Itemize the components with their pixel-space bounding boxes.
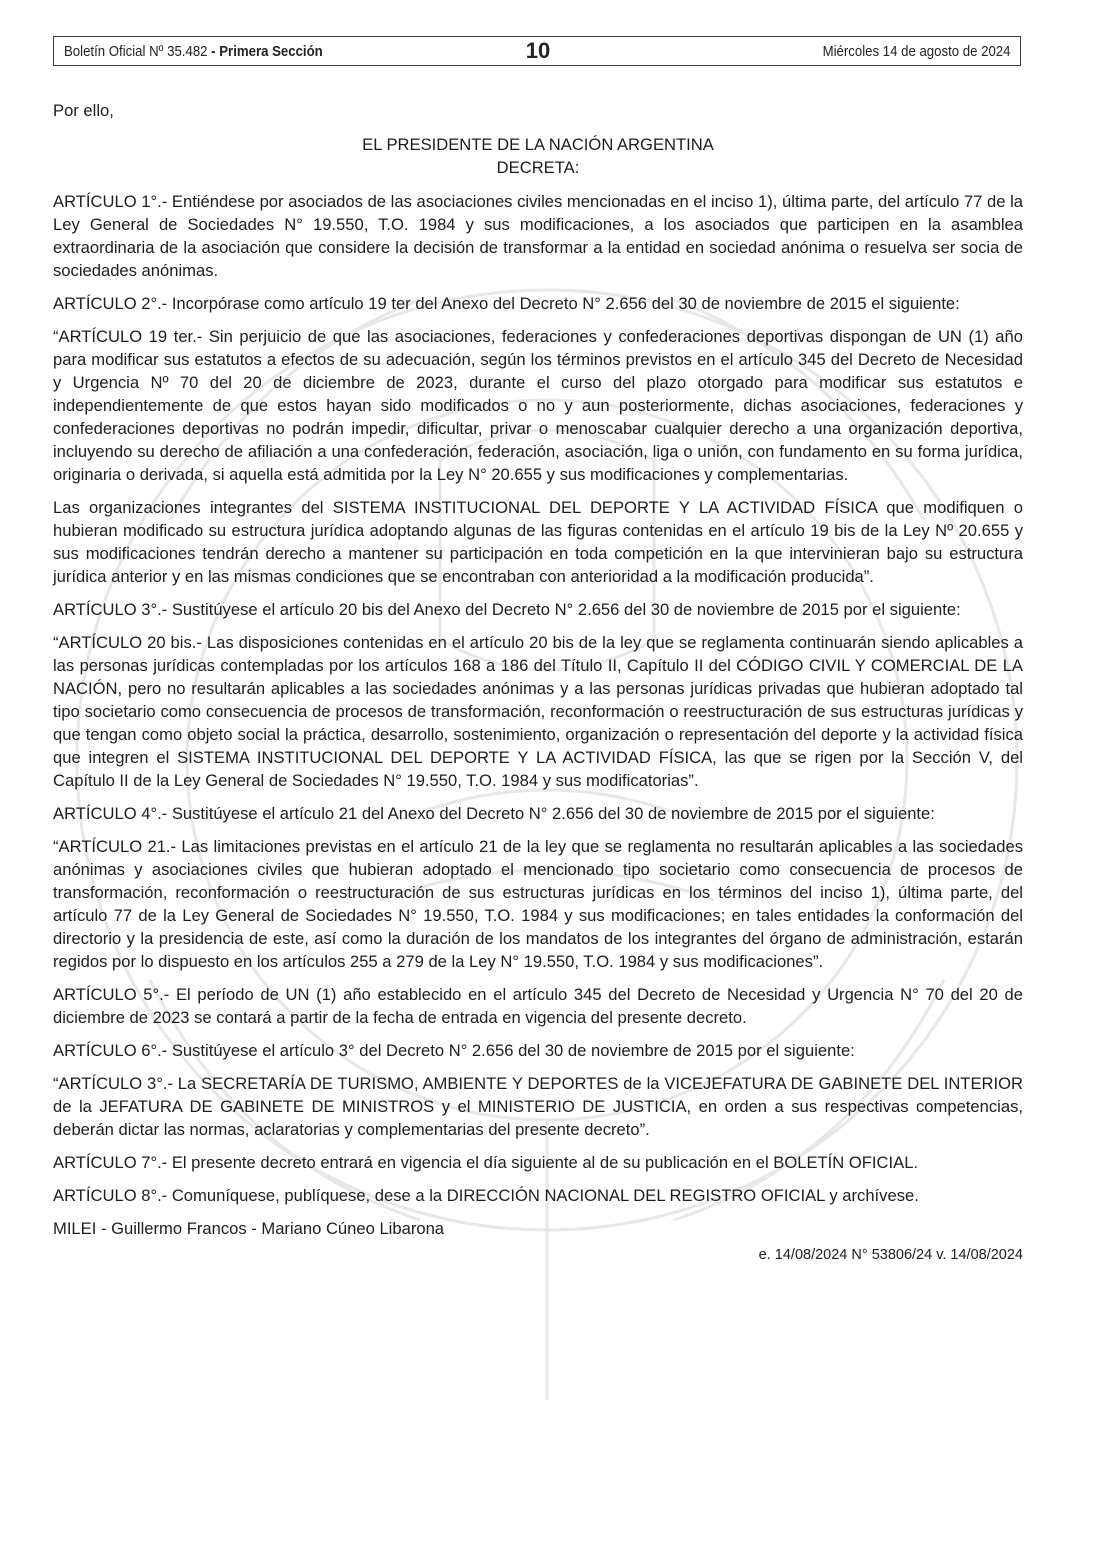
article-21-text: “ARTÍCULO 21.- Las limitaciones previstas en el artículo 21 de la ley que se reglamenta no resultarán aplicables a las sociedades anónimas y asociaciones civiles que hubieran adoptado el mencionado tipo societario como consecuencia de procesos de transformación, reconformación o reestructuración de sus estructuras jurídicas en los términos del inciso 1), última parte, del artículo 77 de la Ley General de Sociedades N° 19.550, T.O. 1984 y sus modificaciones; en tales entidades la conformación del directorio y la presidencia de este, así como la duración de los mandatos de los integrantes del órgano de administración, estarán regidos por lo dispuesto en los artículos 255 a 279 de la Ley N° 19.550, T.O. 1984 y sus modificaciones”.: [53, 837, 1023, 971]
page-number: 10: [525, 38, 551, 63]
decree-word: DECRETA:: [496, 158, 580, 177]
article-7: ARTÍCULO 7°.- El presente decreto entrará en vigencia el día siguiente al de su publicación en el BOLETÍN OFICIAL.: [53, 1153, 919, 1172]
article-19-ter-text: “ARTÍCULO 19 ter.- Sin perjuicio de que las asociaciones, federaciones y confederaciones deportivas dispongan de UN (1) año para modificar sus estatutos a efectos de su adecuación, según los términos previstos en el artículo 345 del Decreto de Necesidad y Urgencia Nº 70 del 20 de diciembre de 2023, durante el curso del plazo otorgado para modificar sus estatutos e independientemente de que estos hayan sido modificados o no y aun posteriormente, dichas asociaciones, federaciones y confederaciones deportivas no podrán impedir, dificultar, privar o menoscabar cualquier derecho a una organización deportiva, incluyendo su derecho de afiliación a una confederación, federación, asociación, liga o unión, con fundamento en su forma jurídica, originaria o derivada, si aquella está admitida por la Ley N° 20.655 y sus modificaciones y complementarias.: [53, 327, 1023, 484]
article-3-replacement-text: “ARTÍCULO 3°.- La SECRETARÍA DE TURISMO, AMBIENTE Y DEPORTES de la VICEJEFATURA DE GABINETE DEL INTERIOR de la JEFATURA DE GABINETE DE MINISTROS y el MINISTERIO DE JUSTICIA, en orden a sus respectivas competencias, deberán dictar las normas, aclaratorias y complementarias del presente decreto”.: [53, 1074, 1023, 1139]
signatories: MILEI - Guillermo Francos - Mariano Cúneo Libarona: [53, 1219, 445, 1238]
section-name: Primera Sección: [219, 43, 323, 60]
article-8: ARTÍCULO 8°.- Comuníquese, publíquese, dese a la DIRECCIÓN NACIONAL DEL REGISTRO OFICIAL y archívese.: [53, 1186, 919, 1205]
publication-date: Miércoles 14 de agosto de 2024: [822, 43, 1010, 60]
publication-name: Boletín Oficial Nº 35.482: [64, 43, 208, 60]
page-header: [53, 36, 1021, 66]
decree-heading: [53, 133, 1023, 179]
article-6: ARTÍCULO 6°.- Sustitúyese el artículo 3° del Decreto N° 2.656 del 30 de noviembre de 2015 por el siguiente:: [53, 1041, 855, 1060]
header-separator: -: [207, 43, 220, 60]
authority-title: EL PRESIDENTE DE LA NACIÓN ARGENTINA: [362, 135, 714, 154]
article-3: ARTÍCULO 3°.- Sustitúyese el artículo 20 bis del Anexo del Decreto N° 2.656 del 30 de noviembre de 2015 por el siguiente:: [53, 600, 961, 619]
article-20-bis-text: “ARTÍCULO 20 bis.- Las disposiciones contenidas en el artículo 20 bis de la ley que se reglamenta continuarán siendo aplicables a las personas jurídicas contempladas por los artículos 168 a 186 del Título II, Capítulo II del CÓDIGO CIVIL Y COMERCIAL DE LA NACIÓN, pero no resultarán aplicables a las sociedades anónimas y a las personas jurídicas privadas que hubieran adoptado tal tipo societario como consecuencia de procesos de transformación, reconformación o reestructuración de sus estructuras jurídicas y que tengan como objeto social la práctica, desarrollo, sostenimiento, organización o representación del deporte y la actividad física que integren el SISTEMA INSTITUCIONAL DEL DEPORTE Y LA ACTIVIDAD FÍSICA, las que se rigen por la Sección V, del Capítulo II de la Ley General de Sociedades N° 19.550, T.O. 1984 y sus modificatorias”.: [53, 633, 1023, 790]
publication-reference: e. 14/08/2024 N° 53806/24 v. 14/08/2024: [758, 1247, 1023, 1263]
article-2: ARTÍCULO 2°.- Incorpórase como artículo 19 ter del Anexo del Decreto N° 2.656 del 30 de noviembre de 2015 el siguiente:: [53, 294, 960, 313]
article-19-ter-continuation: Las organizaciones integrantes del SISTEMA INSTITUCIONAL DEL DEPORTE Y LA ACTIVIDAD FÍSICA que modifiquen o hubieran modificado su estructura jurídica adoptando algunas de las figuras contenidas en el artículo 19 bis de la Ley Nº 20.655 y sus modificaciones tendrán derecho a mantener su participación en toda competición en la que intervinieran bajo su estructura jurídica anterior y en las mismas condiciones que se encontraban con anterioridad a la modificación producida”.: [53, 498, 1023, 586]
article-5: ARTÍCULO 5°.- El período de UN (1) año establecido en el artículo 345 del Decreto de Necesidad y Urgencia N° 70 del 20 de diciembre de 2023 se contará a partir de la fecha de entrada en vigencia del presente decreto.: [53, 985, 1023, 1027]
decree-body: [53, 99, 1023, 1277]
article-4: ARTÍCULO 4°.- Sustitúyese el artículo 21 del Anexo del Decreto N° 2.656 del 30 de noviembre de 2015 por el siguiente:: [53, 804, 935, 823]
intro-text: Por ello,: [53, 101, 114, 120]
article-1: ARTÍCULO 1°.- Entiéndese por asociados de las asociaciones civiles mencionadas en el inciso 1), última parte, del artículo 77 de la Ley General de Sociedades N° 19.550, T.O. 1984 y sus modificaciones, a los asociados que participen en la asamblea extraordinaria de la asociación que considere la decisión de transformar a la entidad en sociedad anónima o resuelva ser socia de sociedades anónimas.: [53, 192, 1023, 280]
